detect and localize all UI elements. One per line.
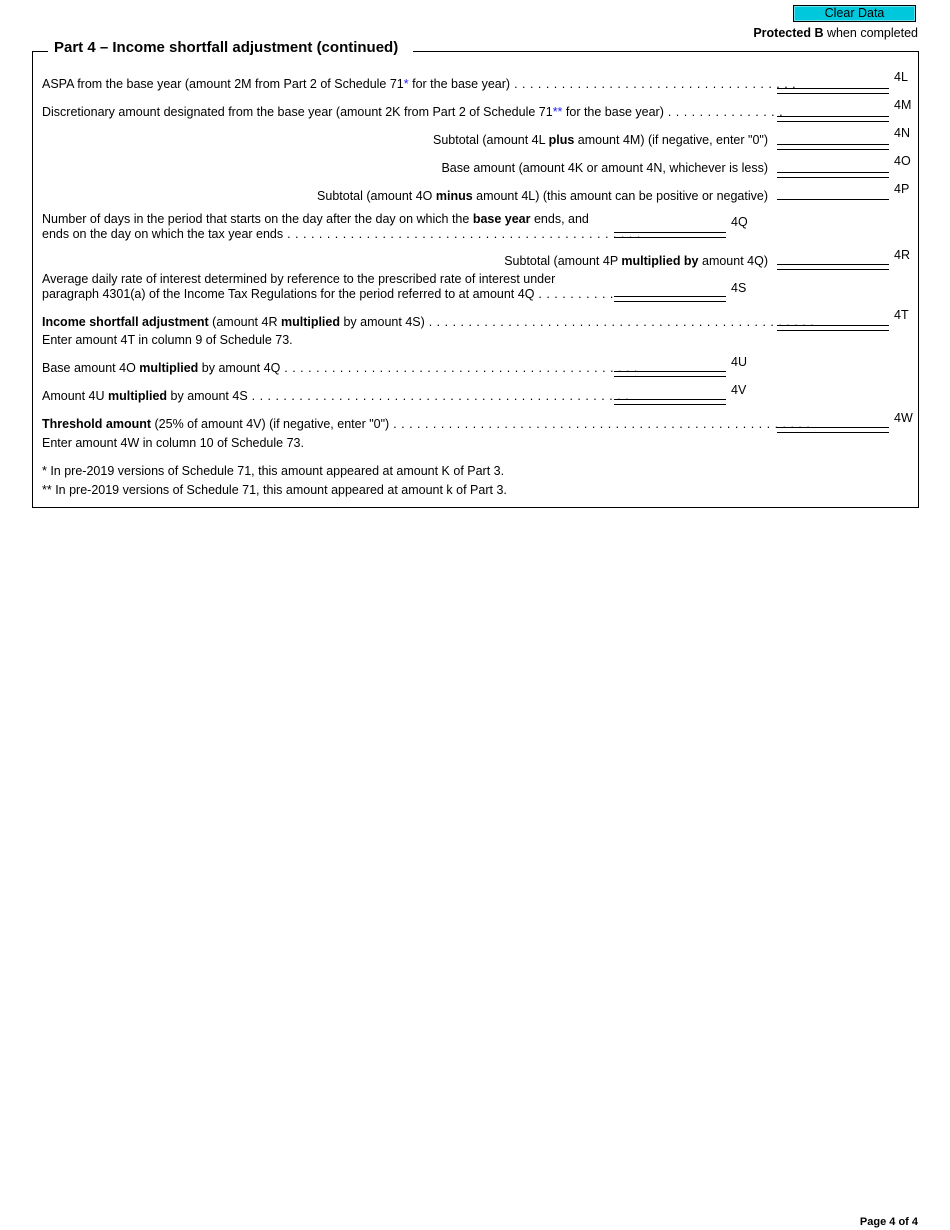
frame-top-left-border [32,51,48,52]
line-4V-code: 4V [731,383,747,397]
line-4P-bold: minus [435,189,473,203]
line-4N-text: Subtotal (amount 4L [433,133,549,147]
line-4S-dots: . . . . . . . . . . [534,287,614,301]
line-4T-label [42,315,814,329]
line-4M-text-end: for the base year) [562,105,664,119]
line-4O-code: 4O [894,154,911,168]
line-4R-text-end: amount 4Q) [698,254,768,268]
line-4V-bold: multiplied [108,389,168,403]
line-4R-bold: multiplied by [621,254,699,268]
line-4N-label [433,133,768,147]
line-4L-field [777,88,889,94]
line-4V-dots: . . . . . . . . . . . . . . . . . . . . . . . . . . . . . . . . . . . . . . . . . . . . . . . . [247,389,630,403]
protected-b-notice [753,26,918,40]
line-4V-field [614,399,726,405]
line-4T-field [777,325,889,331]
line-4M-label [42,105,783,119]
line-4S-code: 4S [731,281,747,295]
line-4R-input[interactable] [777,246,889,264]
line-4Q-text-end: ends, and [530,212,589,226]
line-4T-bold: multiplied [280,315,340,329]
line-4U-dots: . . . . . . . . . . . . . . . . . . . . . . . . . . . . . . . . . . . . . . . . . . . . . [280,361,638,375]
line-4M-footnote-star: ** [552,105,563,119]
line-4Q-input[interactable] [614,214,726,232]
line-4V-text-end: by amount 4S [167,389,248,403]
line-4S-input[interactable] [614,278,726,296]
frame-top-right-border [413,51,918,52]
line-4T-text: (amount 4R [208,315,281,329]
line-4R-text: Subtotal (amount 4P [504,254,622,268]
line-4Q-label-line1 [42,212,589,226]
line-4L-dots: . . . . . . . . . . . . . . . . . . . . . . . . . . . . . . . . . . . . [510,77,797,91]
line-4Q-field [614,232,726,238]
line-4L-code: 4L [894,70,908,84]
line-4L-text: ASPA from the base year (amount 2M from Part 2 of Schedule 71 [42,77,404,91]
line-4L-label [42,77,796,91]
line-4S-text-line2: paragraph 4301(a) of the Income Tax Regulations for the period referred to at amount 4Q [42,287,535,301]
line-4T-code: 4T [894,308,909,322]
line-4M-text: Discretionary amount designated from the base year (amount 2K from Part 2 of Schedule 71 [42,105,553,119]
line-4W-field [777,427,889,433]
line-4W-note: Enter amount 4W in column 10 of Schedule 73. [42,436,304,450]
footnote-double-star: ** In pre-2019 versions of Schedule 71, this amount appeared at amount k of Part 3. [42,483,507,497]
line-4T-input[interactable] [777,307,889,325]
line-4V-label [42,389,629,403]
line-4Q-label-line2 [42,227,641,241]
line-4R-field [777,264,889,270]
line-4U-code: 4U [731,355,747,369]
line-4L-footnote-star: * [403,77,409,91]
line-4Q-code: 4Q [731,215,748,229]
line-4P-field [777,199,889,200]
line-4N-text-end: amount 4M) (if negative, enter "0") [574,133,768,147]
line-4M-code: 4M [894,98,912,112]
line-4S-field [614,296,726,302]
line-4U-text-end: by amount 4Q [198,361,281,375]
line-4O-label: Base amount (amount 4K or amount 4N, whichever is less) [441,161,768,175]
line-4P-text-end: amount 4L) (this amount can be positive or negative) [472,189,768,203]
line-4Q-dots: . . . . . . . . . . . . . . . . . . . . . . . . . . . . . . . . . . . . . . . . . . . . . [283,227,641,241]
line-4M-input[interactable] [777,98,889,116]
line-4W-code: 4W [894,411,913,425]
clear-data-button[interactable]: Clear Data [793,5,916,22]
line-4U-field [614,371,726,377]
page-number: Page 4 of 4 [859,1216,918,1228]
line-4T-dots: . . . . . . . . . . . . . . . . . . . . . . . . . . . . . . . . . . . . . . . . . . . . . . . . . [424,315,815,329]
protected-b-suffix: when completed [823,26,918,40]
line-4V-input[interactable] [614,381,726,399]
line-4R-code: 4R [894,248,910,262]
line-4P-code: 4P [894,182,910,196]
line-4Q-bold: base year [472,212,531,226]
line-4T-note: Enter amount 4T in column 9 of Schedule 73. [42,333,293,347]
line-4Q-text-line2: ends on the day on which the tax year ends [42,227,284,241]
line-4W-dots: . . . . . . . . . . . . . . . . . . . . . . . . . . . . . . . . . . . . . . . . . . . . . . . . . . . . . [389,417,811,431]
line-4W-bold-title: Threshold amount [42,417,152,431]
line-4R-label [504,254,768,268]
line-4U-text: Base amount 4O [42,361,140,375]
line-4O-input[interactable] [777,154,889,172]
line-4Q-text: Number of days in the period that starts on the day after the day on which the [42,212,473,226]
line-4N-field [777,144,889,150]
line-4P-label [317,189,768,203]
line-4P-input[interactable] [777,181,889,199]
line-4W-input[interactable] [777,409,889,427]
line-4L-input[interactable] [777,70,889,88]
line-4W-text: (25% of amount 4V) (if negative, enter "0") [151,417,390,431]
line-4O-field [777,172,889,178]
line-4U-bold: multiplied [139,361,199,375]
line-4T-bold-title: Income shortfall adjustment [42,315,209,329]
line-4U-input[interactable] [614,353,726,371]
footnote-single-star: * In pre-2019 versions of Schedule 71, this amount appeared at amount K of Part 3. [42,464,505,478]
line-4L-text-end: for the base year) [408,77,511,91]
line-4S-label-line2 [42,287,614,301]
line-4M-field [777,116,889,122]
line-4N-input[interactable] [777,126,889,144]
line-4W-label [42,417,810,431]
line-4U-label [42,361,638,375]
line-4N-code: 4N [894,126,910,140]
line-4M-dots: . . . . . . . . . . . . . . . [663,105,784,119]
part-title: Part 4 – Income shortfall adjustment (continued) [54,39,399,56]
line-4S-label-line1: Average daily rate of interest determined by reference to the prescribed rate of interest under [42,272,556,286]
line-4P-text: Subtotal (amount 4O [317,189,436,203]
line-4N-bold: plus [548,133,575,147]
line-4T-text-end: by amount 4S) [340,315,425,329]
line-4V-text: Amount 4U [42,389,109,403]
protected-b-label: Protected B [753,26,824,40]
